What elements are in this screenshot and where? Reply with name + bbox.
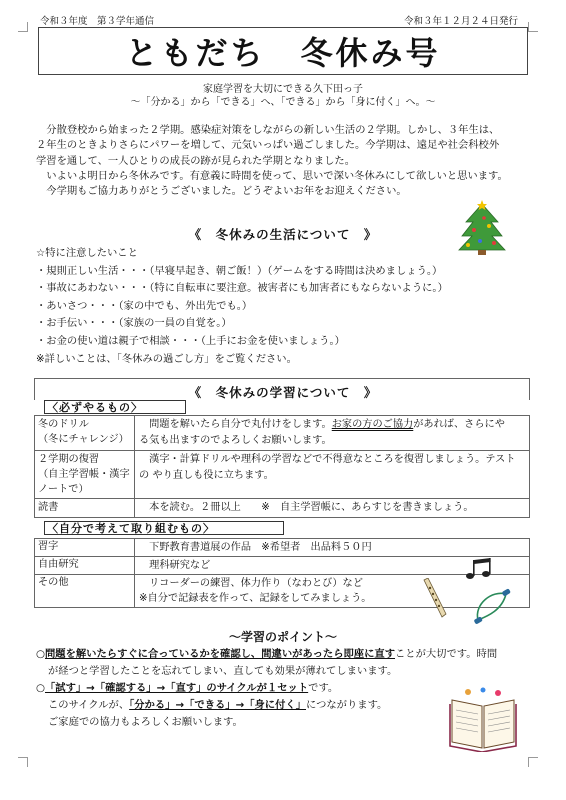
intro-line: 今学期もご協力ありがとうございました。どうぞよいお年をお迎えください。 bbox=[36, 185, 407, 198]
issue-info: 令和３年度 第３学年通信 bbox=[40, 16, 155, 27]
life-item: ・お金の使い道は親子で相談・・・（上手にお金を使いましょう。） bbox=[36, 334, 345, 347]
must-do-band: 〈必ずやるもの〉 bbox=[44, 400, 186, 414]
row-content: 理科研究など bbox=[135, 557, 530, 575]
emphasis-text: お家の方のご協力 bbox=[331, 419, 414, 430]
point-line: ご家庭での協力もよろしくお願いします。 bbox=[48, 716, 243, 728]
crop-mark bbox=[528, 22, 538, 32]
crop-mark bbox=[18, 22, 28, 32]
crop-mark bbox=[18, 757, 28, 767]
emphasis-text: 問題を解いたらすぐに合っているかを確認し、間違いがあったら即座に直す bbox=[45, 648, 395, 660]
life-item: ・あいさつ・・・（家の中でも、外出先でも。） bbox=[36, 299, 253, 312]
self-directed-band: 〈自分で考えて取り組むもの〉 bbox=[44, 521, 284, 535]
point-line: ○「試す」→「確認する」→「直す」のサイクルが１セットです。 bbox=[36, 682, 339, 694]
open-book-icon bbox=[448, 686, 518, 752]
tagline-line2: ～「分かる」から「できる」へ、「できる」から「身に付く」へ。～ bbox=[130, 97, 436, 108]
point-line: このサイクルが、「分かる」→「できる」→「身に付く」につながります。 bbox=[48, 699, 388, 711]
point-line: ○問題を解いたらすぐに合っているかを確認し、間違いがあったら即座に直すことが大切です。時間 bbox=[36, 648, 498, 660]
issue-date: 令和３年１２月２４日発行 bbox=[403, 16, 518, 27]
point-line: が経つと学習したことを忘れてしまい、直しても効果が薄れてしまいます。 bbox=[48, 665, 398, 677]
title-box bbox=[38, 27, 528, 75]
row-content: 漢字・計算ドリルや理科の学習などで不得意なところを復習しましょう。テスト の やり直しも役に立ちます。 bbox=[135, 451, 530, 499]
row-label: 自由研究 bbox=[35, 557, 135, 575]
self-directed-table bbox=[34, 538, 530, 608]
life-item: ・お手伝い・・・（家族の一員の自覚を。） bbox=[36, 317, 232, 330]
row-label: その他 bbox=[35, 575, 135, 608]
row-label: ２学期の復習 （自主学習帳・漢字 ノートで） bbox=[35, 451, 135, 499]
intro-line: ２年生のときよりさらにパワーを増して、元気いっぱい過ごしました。今学期は、遠足や社会科校外 bbox=[36, 139, 500, 152]
row-content: 下野教育書道展の作品 ※希望者 出品料５０円 bbox=[135, 539, 530, 557]
row-content: 問題を解いたら自分で丸付けをします。お家の方のご協力があれば、さらにや る気も出ますのでよろしくお願いします。 bbox=[135, 416, 530, 451]
row-content: リコーダーの練習、体力作り（なわとび）など ※自分で記録表を作って、記録をしてみましょう。 bbox=[135, 575, 530, 608]
recorder-icon bbox=[418, 578, 448, 618]
life-star-heading: ☆特に注意したいこと bbox=[36, 247, 138, 259]
emphasis-text: 「試す」→「確認する」→「直す」のサイクルが１セット bbox=[45, 682, 309, 694]
life-section-title: 《 冬休みの生活について 》 bbox=[188, 227, 378, 242]
table-row bbox=[35, 557, 530, 575]
row-label: 習字 bbox=[35, 539, 135, 557]
jump-rope-icon bbox=[472, 586, 512, 626]
row-label: 読書 bbox=[35, 499, 135, 518]
points-title: ～学習のポイント～ bbox=[228, 630, 337, 644]
life-item: ・事故にあわない・・・（特に自転車に要注意。被害者にも加害者にもならないように。） bbox=[36, 282, 448, 295]
table-row bbox=[35, 416, 530, 451]
intro-paragraph bbox=[36, 123, 526, 199]
table-row bbox=[35, 451, 530, 499]
row-label: 冬のドリル （冬にチャレンジ） bbox=[35, 416, 135, 451]
must-do-table bbox=[34, 415, 530, 518]
crop-mark bbox=[528, 757, 538, 767]
life-section bbox=[36, 245, 506, 368]
newsletter-title: ともだち 冬休み号 bbox=[125, 34, 441, 72]
intro-line: いよいよ明日から冬休みです。有意義に時間を使って、思いで深い冬休みにして欲しいと思います。 bbox=[36, 169, 508, 182]
tagline-line1: 家庭学習を大切にできる久下田っ子 bbox=[203, 84, 363, 95]
study-section-title: 《 冬休みの学習について 》 bbox=[188, 385, 378, 400]
table-row bbox=[35, 499, 530, 518]
life-item: ・規則正しい生活・・・（早寝早起き、朝ご飯！）（ゲームをする時間は決めましょう。） bbox=[36, 264, 443, 277]
intro-line: 学習を通して、一人ひとりの成長の跡が見られた学期となりました。 bbox=[36, 154, 355, 167]
table-row bbox=[35, 575, 530, 608]
music-notes-icon bbox=[462, 554, 498, 582]
intro-line: 分散登校から始まった２学期。感染症対策をしながらの新しい生活の２学期。しかし、３年生は、 bbox=[36, 124, 500, 136]
row-content: 本を読む。２冊以上 ※ 自主学習帳に、あらすじを書きましょう。 bbox=[135, 499, 530, 518]
table-row bbox=[35, 539, 530, 557]
emphasis-text: 「分かる」→「できる」→「身に付く」 bbox=[129, 699, 306, 711]
life-note: ※詳しいことは、「冬休みの過ごし方」をご覧ください。 bbox=[36, 352, 297, 365]
